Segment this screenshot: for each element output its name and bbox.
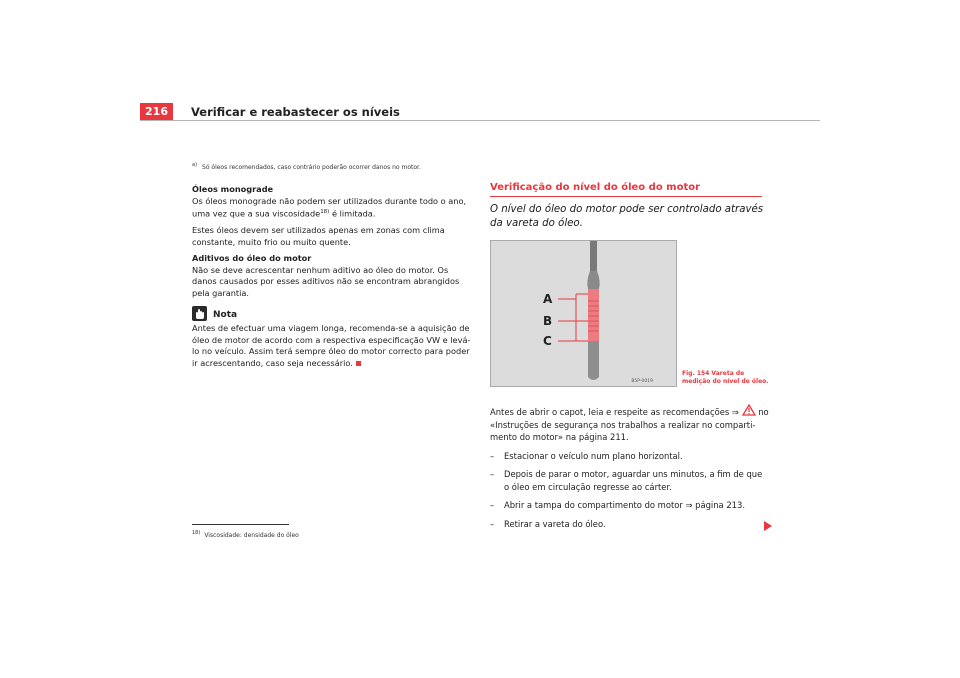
top-footnote-marker: a)	[192, 162, 198, 168]
footnote-text: Viscosidade: densidade do óleo	[204, 532, 299, 539]
intro-paragraph	[490, 404, 770, 444]
top-footnote-text: Só óleos recomendados, caso contrário poderão ocorrer danos no motor.	[202, 164, 421, 171]
step-text: Retirar a vareta do óleo.	[504, 518, 606, 529]
section-rule	[490, 196, 762, 197]
section-title: Verificação do nível do óleo do motor	[490, 182, 701, 193]
dipstick-neck	[587, 271, 599, 289]
label-b: B	[543, 314, 553, 328]
dipstick-shaft	[590, 241, 597, 276]
dipstick-marked-section	[588, 289, 599, 341]
list-item	[490, 450, 770, 463]
note-hand-icon	[192, 306, 207, 321]
section-end-icon	[356, 361, 361, 366]
footnote-marker: 18)	[192, 530, 201, 536]
list-dash: –	[490, 500, 495, 510]
paragraph-monograde	[192, 196, 472, 221]
header-rule	[140, 120, 820, 121]
label-a: A	[543, 292, 553, 306]
step-text: Depois de parar o motor, aguardar uns minutos, a fim de que o óleo em circulação regresse ao cárter.	[504, 469, 763, 492]
dipstick-illustration	[491, 241, 676, 386]
figure-caption: Fig. 154 Vareta de medição do nível de óleo.	[682, 370, 769, 385]
intro-text-a: Antes de abrir o capot, leia e respeite as recomendações ⇒	[490, 407, 739, 417]
footnote-rule	[192, 524, 289, 525]
paragraph-additives: Não se deve acrescentar nenhum aditivo ao óleo do motor. Os danos causados por esses aditivos não se encontram abrangidos pela garantia.	[192, 264, 460, 298]
page-header-title: Verificar e reabastecer os níveis	[191, 105, 400, 119]
list-item	[490, 499, 770, 512]
heading-monograde: Óleos monograde	[192, 184, 274, 194]
warning-icon	[742, 404, 756, 416]
figure-code: B5P-0019	[631, 379, 653, 384]
list-dash: –	[490, 469, 495, 479]
list-item	[490, 468, 770, 493]
top-footnote	[192, 162, 421, 171]
label-c: C	[543, 334, 552, 348]
list-item	[490, 518, 770, 531]
paragraph-monograde-end: é limitada.	[329, 208, 376, 219]
right-column	[490, 404, 770, 536]
paragraph-monograde-text: Os óleos monograde não podem ser utilizados durante todo o ano, uma vez que a sua viscosidade	[192, 195, 467, 219]
section-subtitle: O nível do óleo do motor pode ser controlado através da vareta do óleo.	[490, 204, 764, 229]
note-label: Nota	[213, 310, 238, 321]
note-text-body: Antes de efectuar uma viagem longa, recomenda-se a aquisição de óleo de motor de acordo com a respectiva especificação VW e levá-lo no veículo. Assim terá sempre óleo do motor correcto para poder ir acrescentando, caso seja necessário.	[192, 323, 471, 368]
left-column	[192, 184, 472, 374]
footnote-ref-18: 18)	[320, 209, 330, 215]
step-text: Abrir a tampa do compartimento do motor ⇒ página 213.	[504, 500, 745, 510]
next-page-arrow-icon	[764, 521, 772, 531]
footnote	[192, 530, 299, 539]
dipstick-figure	[490, 240, 677, 387]
intro-text-b: no «Instruções de segurança nos trabalhos a realizar no comparti-mento do motor» na página 211.	[490, 407, 769, 442]
leader-lines	[558, 294, 588, 341]
step-text: Estacionar o veículo num plano horizontal.	[504, 450, 683, 461]
dipstick-tip	[588, 341, 599, 380]
dipstick-markings	[588, 301, 599, 331]
page-number: 216	[140, 103, 173, 121]
note-text	[192, 323, 472, 369]
list-dash: –	[490, 518, 495, 529]
paragraph-climate: Estes óleos devem ser utilizados apenas em zonas com clima constante, muito frio ou muito quente.	[192, 225, 445, 247]
note-header	[192, 306, 472, 321]
list-dash: –	[490, 450, 495, 461]
heading-additives: Aditivos do óleo do motor	[192, 253, 312, 264]
